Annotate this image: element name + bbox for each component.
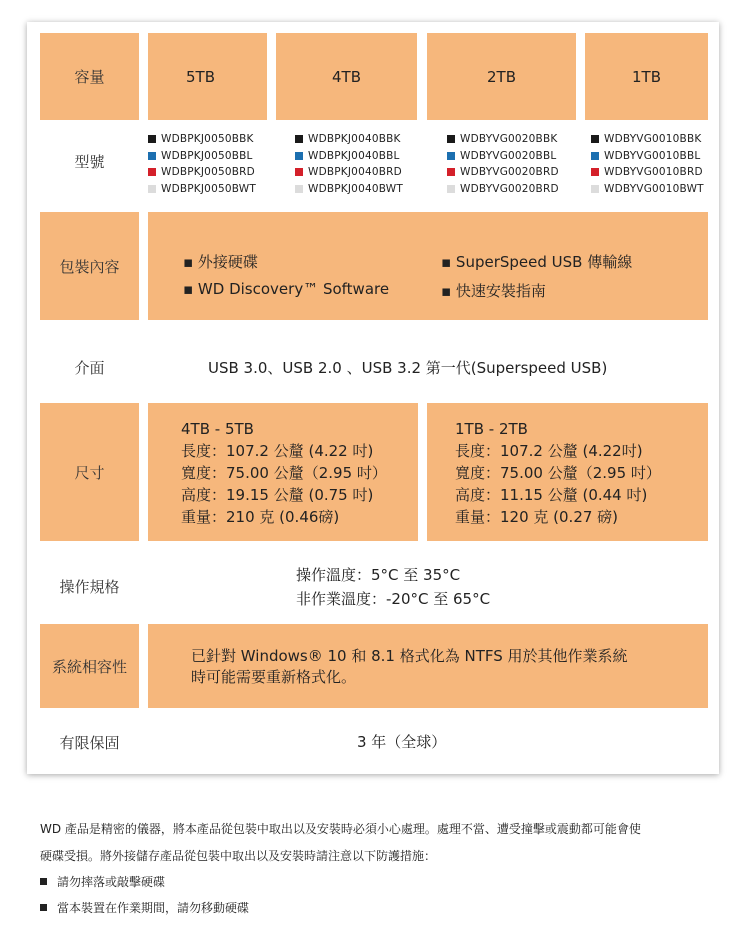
color-swatch-red [148, 168, 156, 176]
model-row: WDBPKJ0050BWT [148, 181, 256, 198]
handling-note-line-1: WD 產品是精密的儀器，將本產品從包裝中取出以及安裝時必須小心處理。處理不當、遭受撞擊或震動都可能會使 [40, 822, 641, 836]
color-swatch-blue [447, 152, 455, 160]
compat-label: 系統相容性 [40, 624, 139, 708]
compat-line: 時可能需要重新格式化。 [191, 668, 357, 686]
color-swatch-white [591, 185, 599, 193]
model-row: WDBPKJ0040BBK [295, 131, 403, 148]
compat-line: 已針對 Windows® 10 和 8.1 格式化為 NTFS 用於其他作業系統 [191, 647, 628, 665]
warranty-value: 3 年（全球） [357, 733, 447, 751]
color-swatch-blue [591, 152, 599, 160]
model-column-5tb [148, 131, 256, 197]
model-row: WDBPKJ0050BBK [148, 131, 256, 148]
capacity-4tb: 4TB [276, 33, 417, 120]
model-row: WDBYVG0020BRD [447, 164, 559, 181]
dimensions-title: 4TB - 5TB [181, 420, 254, 438]
model-row: WDBYVG0010BBK [591, 131, 704, 148]
contents-item-cable: ▪ SuperSpeed USB 傳輸線 [441, 253, 633, 271]
model-label: 型號 [74, 152, 105, 171]
color-swatch-blue [295, 152, 303, 160]
capacity-1tb: 1TB [585, 33, 708, 120]
color-swatch-blue [148, 152, 156, 160]
model-row: WDBPKJ0040BWT [295, 181, 403, 198]
color-swatch-black [148, 135, 156, 143]
model-row: WDBYVG0020BRD [447, 181, 559, 198]
dimensions-weight: 重量：120 克 (0.27 磅) [455, 508, 619, 526]
capacity-2tb: 2TB [427, 33, 576, 120]
color-swatch-black [447, 135, 455, 143]
interface-label: 介面 [74, 358, 105, 377]
bullet-square-icon [40, 904, 47, 911]
contents-item-drive: ▪ 外接硬碟 [183, 253, 258, 271]
model-row: WDBYVG0020BBK [447, 131, 559, 148]
model-row: WDBYVG0010BBL [591, 148, 704, 165]
bullet-square-icon [40, 878, 47, 885]
capacity-5tb: 5TB [148, 33, 267, 120]
dimensions-group-4tb-5tb [181, 418, 387, 528]
dimensions-label: 尺寸 [40, 403, 139, 541]
dimensions-height: 高度：19.15 公釐 (0.75 吋) [181, 486, 374, 504]
handling-bullet: 請勿摔落或敲擊硬碟 [40, 873, 165, 890]
color-swatch-black [591, 135, 599, 143]
contents-item-guide: ▪ 快速安裝指南 [441, 282, 546, 300]
dimensions-weight: 重量：210 克 (0.46磅) [181, 508, 340, 526]
color-swatch-white [148, 185, 156, 193]
color-swatch-white [447, 185, 455, 193]
dimensions-width: 寬度：75.00 公釐（2.95 吋） [181, 464, 387, 482]
color-swatch-white [295, 185, 303, 193]
model-row: WDBYVG0010BRD [591, 164, 704, 181]
color-swatch-black [295, 135, 303, 143]
handling-bullet: 當本裝置在作業期間，請勿移動硬碟 [40, 899, 249, 916]
dimensions-width: 寬度：75.00 公釐（2.95 吋） [455, 464, 661, 482]
model-column-1tb [591, 131, 704, 197]
handling-note-line-2: 硬碟受損。將外接儲存產品從包裝中取出以及安裝時請注意以下防護措施： [40, 849, 437, 863]
model-row: WDBPKJ0040BBL [295, 148, 403, 165]
contents-label: 包裝內容 [40, 212, 139, 320]
operating-values [296, 563, 490, 611]
model-row: WDBYVG0010BWT [591, 181, 704, 198]
model-row: WDBYVG0020BBL [447, 148, 559, 165]
dimensions-height: 高度：11.15 公釐 (0.44 吋) [455, 486, 648, 504]
dimensions-length: 長度：107.2 公釐 (4.22 吋) [181, 442, 374, 460]
color-swatch-red [295, 168, 303, 176]
color-swatch-red [447, 168, 455, 176]
operating-temp: 操作溫度：5°C 至 35°C [296, 566, 461, 584]
model-column-4tb [295, 131, 403, 197]
model-row: WDBPKJ0050BRD [148, 164, 256, 181]
compat-text [191, 646, 628, 688]
dimensions-length: 長度：107.2 公釐 (4.22吋) [455, 442, 643, 460]
dimensions-title: 1TB - 2TB [455, 420, 528, 438]
operating-label: 操作規格 [59, 577, 120, 596]
capacity-label: 容量 [40, 33, 139, 120]
interface-value: USB 3.0、USB 2.0 、USB 3.2 第一代(Superspeed USB) [208, 359, 608, 377]
model-row: WDBPKJ0050BBL [148, 148, 256, 165]
model-column-2tb [447, 131, 559, 197]
dimensions-group-1tb-2tb [455, 418, 661, 528]
warranty-label: 有限保固 [59, 733, 120, 752]
model-row: WDBPKJ0040BRD [295, 164, 403, 181]
color-swatch-red [591, 168, 599, 176]
non-operating-temp: 非作業溫度：-20°C 至 65°C [296, 590, 491, 608]
contents-item-software: ▪ WD Discovery™ Software [183, 280, 390, 298]
